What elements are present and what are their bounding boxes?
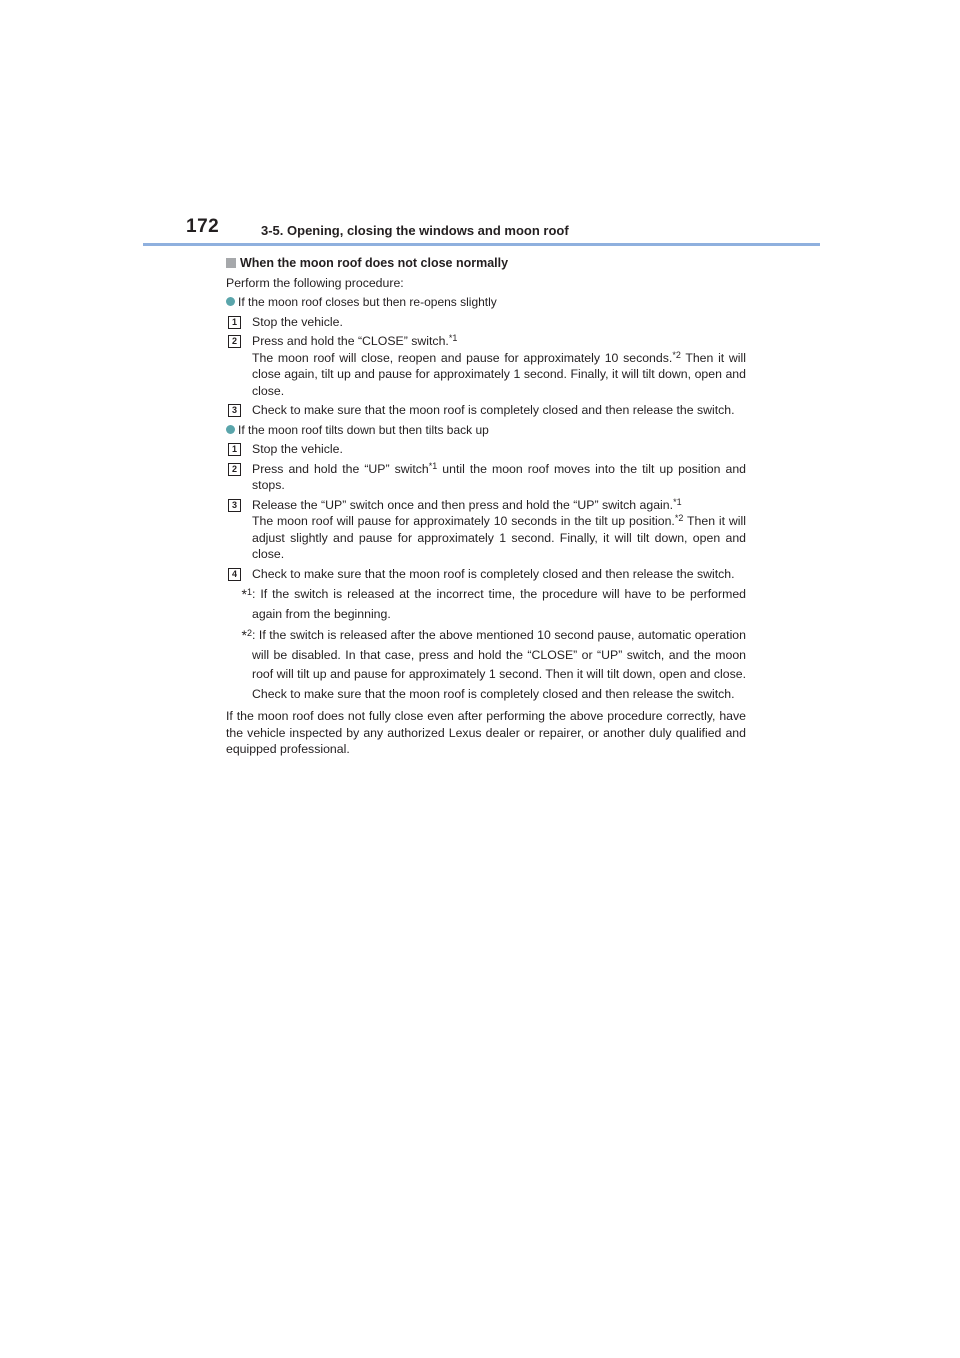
footnote-2: *$^2$ : If the switch is released after the above mentioned 10 second pause, automatic operation will be disabled. In that case, press and hold the “CLOSE” or “UP” switch, and the moon roof will tilt up and pause for approximately 1 second. Then it will tilt down, open and close. Check to make sure that the moon roof is completely closed and then release the switch. <box>226 626 746 704</box>
page-number: 172 <box>186 216 220 237</box>
footnote-mark: *$^1$ <box>241 586 252 602</box>
procedure-b-step-4: 4 Check to make sure that the moon roof is completely closed and then release the switch. <box>226 566 746 583</box>
step-number: 2 <box>228 335 241 348</box>
procedure-b-step-1: 1 Stop the vehicle. <box>226 441 746 458</box>
square-bullet-icon <box>226 258 236 268</box>
step-number: 3 <box>228 404 241 417</box>
procedure-b-title: If the moon roof tilts down but then tilts back up <box>226 422 746 439</box>
footnote-mark: *$^2$ <box>241 627 252 643</box>
procedure-a-step-3: 3 Check to make sure that the moon roof is completely closed and then release the switch. <box>226 402 746 419</box>
section-heading: When the moon roof does not close normally <box>226 255 746 272</box>
closing-paragraph: If the moon roof does not fully close even after performing the above procedure correctly, have the vehicle inspected by any authorized Lexus dealer or repairer, or another duly qualified and equipped professional. <box>226 709 746 756</box>
circle-bullet-icon <box>226 425 235 434</box>
procedure-b-step-2: 2 Press and hold the “UP” switch$^{*1}$ until the moon roof moves into the tilt up position and stops. <box>226 461 746 494</box>
procedure-a-title: If the moon roof closes but then re-opens slightly <box>226 294 746 311</box>
procedure-b-step-3: 3 Release the “UP” switch once and then press and hold the “UP” switch again.$^{*1}$ The moon roof will pause for approximately 10 seconds in the tilt up position.$^{*2}$ Then it will adjust slightly and pause for approximately 1 second. Finally, it will tilt down, open and close. <box>226 497 746 563</box>
procedure-a-step-1: 1 Stop the vehicle. <box>226 314 746 331</box>
page-content <box>226 255 746 758</box>
intro-text: Perform the following procedure: <box>226 275 404 290</box>
step-number: 1 <box>228 316 241 329</box>
step-number: 3 <box>228 499 241 512</box>
section-title: 3-5. Opening, closing the windows and moon roof <box>261 223 569 238</box>
step-number: 1 <box>228 443 241 456</box>
procedure-a-step-2: 2 Press and hold the “CLOSE” switch.$^{*1}$ The moon roof will close, reopen and pause for approximately 10 seconds.$^{*2}$ Then it will close again, tilt up and pause for approximately 1 second. Finally, it will tilt down, open and close. <box>226 333 746 399</box>
page-header <box>0 0 960 250</box>
step-number: 2 <box>228 463 241 476</box>
footnote-1: *$^1$ : If the switch is released at the incorrect time, the procedure will have to be performed again from the beginning. <box>226 585 746 624</box>
step-number: 4 <box>228 568 241 581</box>
circle-bullet-icon <box>226 297 235 306</box>
header-rule <box>143 243 820 246</box>
